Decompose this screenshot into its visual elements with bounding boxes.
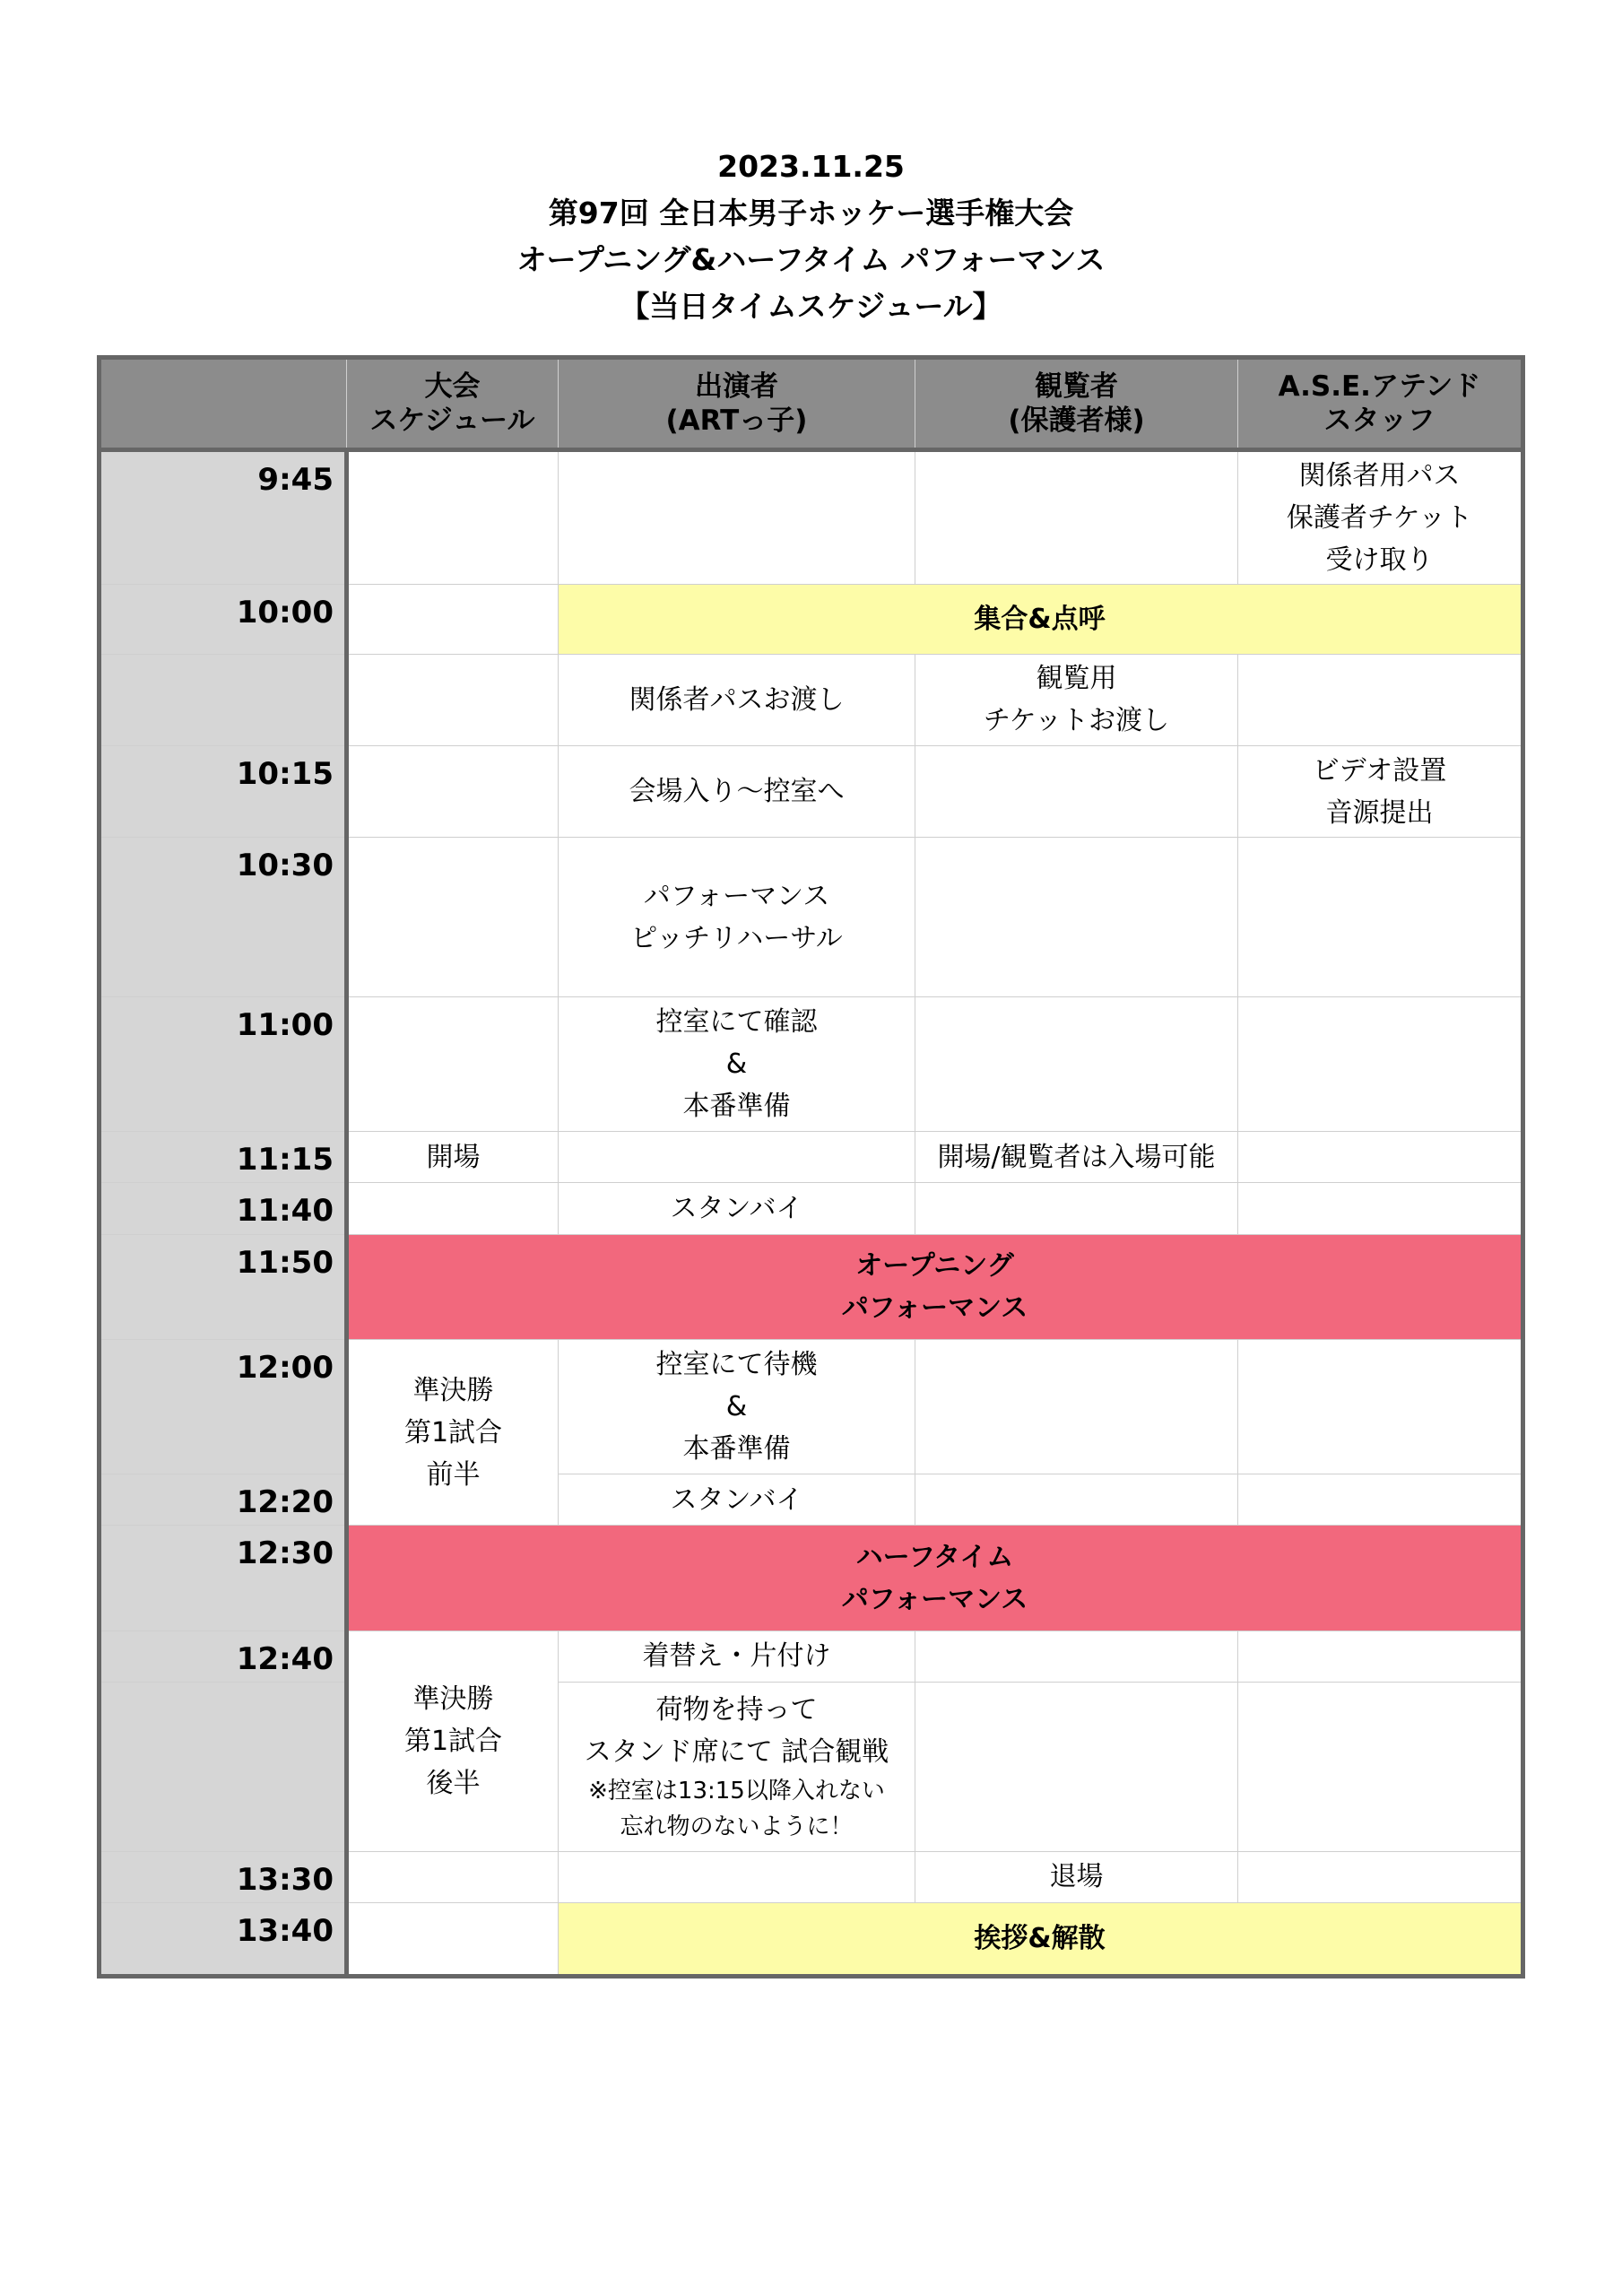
table-row <box>100 745 1523 837</box>
table-row <box>100 1631 1523 1682</box>
staff-cell <box>1238 996 1523 1131</box>
title-subtitle: オープニング&ハーフタイム パフォーマンス <box>516 242 1106 277</box>
performers-cell <box>559 1851 915 1902</box>
viewers-cell: 観覧用 チケットお渡し <box>915 654 1238 745</box>
time-cell: 12:20 <box>100 1474 347 1526</box>
header-tournament: 大会 スケジュール <box>347 358 559 450</box>
time-cell: 11:15 <box>100 1132 347 1183</box>
table-row <box>100 996 1523 1131</box>
tournament-cell: 開場 <box>347 1132 559 1183</box>
staff-cell <box>1238 1631 1523 1682</box>
viewers-cell <box>915 1682 1238 1851</box>
header-performers: 出演者 (ARTっ子) <box>559 358 915 450</box>
performers-note: ※控室は13:15以降入れない <box>588 1777 885 1805</box>
viewers-cell <box>915 996 1238 1131</box>
staff-cell <box>1238 838 1523 997</box>
time-cell: 11:50 <box>100 1234 347 1339</box>
viewers-cell <box>915 1474 1238 1526</box>
table-row <box>100 585 1523 654</box>
table-row <box>100 1526 1523 1631</box>
staff-cell <box>1238 1851 1523 1902</box>
time-cell: 9:45 <box>100 450 347 585</box>
table-row <box>100 1474 1523 1526</box>
performers-cell: スタンバイ <box>559 1183 915 1234</box>
viewers-cell: 開場/観覧者は入場可能 <box>915 1132 1238 1183</box>
title-schedule-label: 【当日タイムスケジュール】 <box>620 289 1002 324</box>
staff-cell <box>1238 1339 1523 1474</box>
performers-cell <box>559 1132 915 1183</box>
halftime-performance-banner: ハーフタイム パフォーマンス <box>347 1526 1523 1631</box>
performers-cell <box>559 450 915 585</box>
tournament-cell: 準決勝 第1試合 前半 <box>347 1339 559 1526</box>
greeting-dismissal-banner: 挨拶&解散 <box>559 1902 1523 1976</box>
time-cell: 13:40 <box>100 1902 347 1976</box>
tournament-cell <box>347 1851 559 1902</box>
time-cell: 13:30 <box>100 1851 347 1902</box>
table-row <box>100 654 1523 745</box>
time-cell: 12:40 <box>100 1631 347 1682</box>
performers-cell: スタンバイ <box>559 1474 915 1526</box>
viewers-cell <box>915 745 1238 837</box>
performers-cell: パフォーマンス ピッチリハーサル <box>559 838 915 997</box>
table-row <box>100 1682 1523 1851</box>
time-cell: 10:00 <box>100 585 347 654</box>
table-row <box>100 1132 1523 1183</box>
title-event: 第97回 全日本男子ホッケー選手権大会 <box>548 196 1074 230</box>
viewers-cell <box>915 1631 1238 1682</box>
staff-cell: 関係者用パス 保護者チケット 受け取り <box>1238 450 1523 585</box>
tournament-cell <box>347 450 559 585</box>
staff-cell: ビデオ設置 音源提出 <box>1238 745 1523 837</box>
tournament-cell <box>347 838 559 997</box>
time-cell: 12:00 <box>100 1339 347 1474</box>
time-cell <box>100 1682 347 1851</box>
staff-cell <box>1238 654 1523 745</box>
time-cell: 11:00 <box>100 996 347 1131</box>
performers-cell: 会場入り〜控室へ <box>559 745 915 837</box>
opening-performance-banner: オープニング パフォーマンス <box>347 1234 1523 1339</box>
performers-cell: 関係者パスお渡し <box>559 654 915 745</box>
tournament-cell <box>347 585 559 654</box>
tournament-cell: 準決勝 第1試合 後半 <box>347 1631 559 1851</box>
tournament-cell <box>347 996 559 1131</box>
viewers-cell <box>915 1183 1238 1234</box>
time-cell: 11:40 <box>100 1183 347 1234</box>
staff-cell <box>1238 1132 1523 1183</box>
performers-cell: 着替え・片付け <box>559 1631 915 1682</box>
tournament-cell <box>347 745 559 837</box>
table-row <box>100 838 1523 997</box>
viewers-cell <box>915 1339 1238 1474</box>
title-date: 2023.11.25 <box>717 149 905 184</box>
time-cell <box>100 654 347 745</box>
performers-cell: 控室にて確認 & 本番準備 <box>559 996 915 1131</box>
tournament-cell <box>347 1902 559 1976</box>
table-row <box>100 1902 1523 1976</box>
document-title <box>0 144 1622 330</box>
assembly-banner: 集合&点呼 <box>559 585 1523 654</box>
schedule-table <box>97 355 1525 1979</box>
time-cell: 10:15 <box>100 745 347 837</box>
viewers-cell <box>915 450 1238 585</box>
performers-cell: 控室にて待機 & 本番準備 <box>559 1339 915 1474</box>
table-row <box>100 1851 1523 1902</box>
header-staff: A.S.E.アテンド スタッフ <box>1238 358 1523 450</box>
header-row <box>100 358 1523 450</box>
header-viewers: 観覧者 (保護者様) <box>915 358 1238 450</box>
tournament-cell <box>347 654 559 745</box>
tournament-cell <box>347 1183 559 1234</box>
time-cell: 10:30 <box>100 838 347 997</box>
viewers-cell: 退場 <box>915 1851 1238 1902</box>
table-row <box>100 1339 1523 1474</box>
staff-cell <box>1238 1474 1523 1526</box>
table-row <box>100 1234 1523 1339</box>
performers-note: 忘れ物のないように！ <box>620 1813 854 1840</box>
table-row <box>100 1183 1523 1234</box>
table-row <box>100 450 1523 585</box>
viewers-cell <box>915 838 1238 997</box>
header-time <box>100 358 347 450</box>
performers-cell: 荷物を持って スタンド席にて 試合観戦 ※控室は13:15以降入れない 忘れ物のないように！ <box>559 1682 915 1851</box>
staff-cell <box>1238 1183 1523 1234</box>
time-cell: 12:30 <box>100 1526 347 1631</box>
staff-cell <box>1238 1682 1523 1851</box>
